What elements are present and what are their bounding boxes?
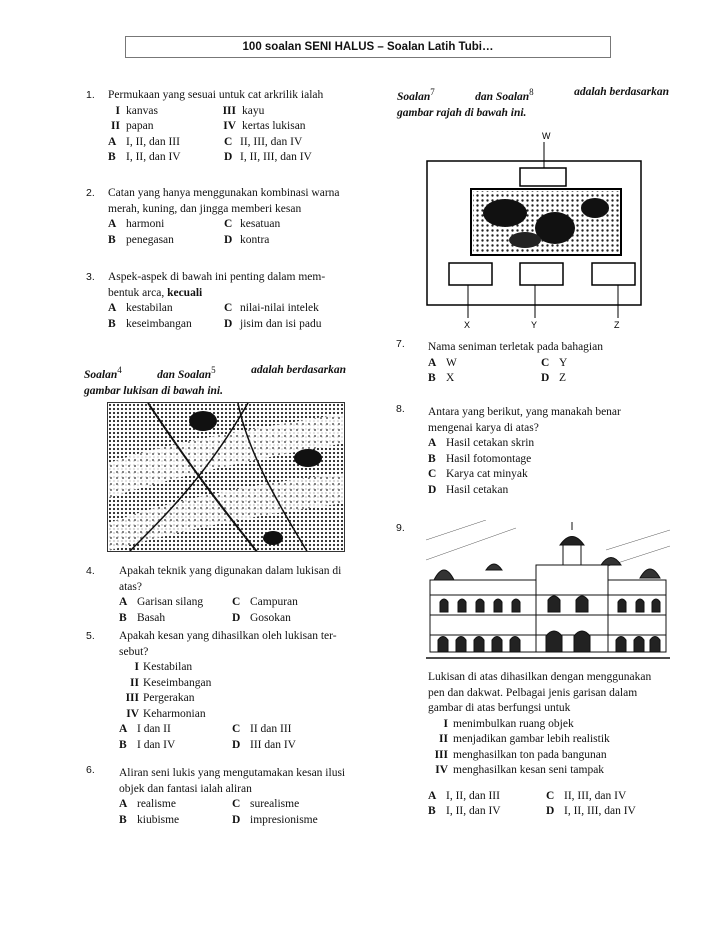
q4-number: 4.: [86, 565, 95, 577]
q6-options: A realisme C surealisme B kiubisme D impresionisme: [119, 798, 318, 826]
q2-number: 2.: [86, 187, 95, 199]
q3-stem-line2: bentuk arca,: [108, 286, 165, 299]
q5-options: A I dan II C II dan III B I dan IV D III dan IV: [119, 723, 296, 751]
q2-stem-line1: Catan yang hanya menggunakan kombinasi warna: [108, 187, 340, 199]
question-5: [119, 629, 337, 753]
building-sketch-image: [426, 520, 670, 662]
question-1: [108, 88, 323, 166]
q8-number: 8.: [396, 403, 405, 415]
q4-options: A Garisan silang C Campuran B Basah D Gosokan: [119, 596, 298, 624]
q2-stem-line2: merah, kuning, dan jingga memberi kesan: [108, 202, 302, 215]
q9-number: 9.: [396, 522, 405, 534]
q8-options: A Hasil cetakan skrin B Hasil fotomontage C Karya cat minyak D Hasil cetakan: [428, 437, 535, 496]
q9-stem-line1: Lukisan di atas dihasilkan dengan menggunakan: [428, 671, 652, 683]
q3-options: A kestabilan C nilai-nilai intelek B keseimbangan D jisim dan isi padu: [108, 302, 322, 330]
q4-stem-line1: Apakah teknik yang digunakan dalam lukisan di: [119, 565, 342, 577]
page-header: [125, 36, 611, 58]
q7-stem: Nama seniman terletak pada bahagian: [428, 341, 603, 353]
question-6: [119, 766, 345, 828]
q6-number: 6.: [86, 764, 95, 776]
q3-emphasis: kecuali: [167, 286, 203, 299]
q7-options: A W C Y B X D Z: [428, 356, 568, 384]
q1-stem: Permukaan yang sesuai untuk cat arkrilik ialah: [108, 89, 324, 101]
stipple-drawing-image: [107, 402, 345, 552]
q3-stem-line1: Aspek-aspek di bawah ini penting dalam mem-: [108, 271, 326, 283]
q2-options: A harmoni C kesatuan B penegasan D kontra: [108, 218, 281, 246]
q1-number: 1.: [86, 89, 95, 101]
q9-items: I menimbulkan ruang objek II menjadikan gambar lebih realistik III menghasilkan ton pada bangunan IV menghasilkan kesan seni tampak: [434, 717, 610, 776]
label-x: X: [464, 320, 471, 330]
question-4: [119, 564, 341, 626]
q9-stem-line2: pen dan dakwat. Pelbagai jenis garisan dalam: [428, 686, 638, 699]
question-3: [108, 270, 325, 332]
layout-diagram: [425, 128, 665, 333]
question-8: [428, 405, 621, 498]
label-z: Z: [614, 320, 620, 330]
q5-stem-line1: Apakah kesan yang dihasilkan oleh lukisan ter-: [119, 630, 337, 642]
question-2: [108, 186, 340, 248]
q9-options: A I, II, dan III C II, III, dan IV B I, II, dan IV D I, II, III, dan IV: [428, 789, 636, 817]
label-y: Y: [531, 320, 538, 330]
q5-number: 5.: [86, 630, 95, 642]
q8-stem-line1: Antara yang berikut, yang manakah benar: [428, 406, 621, 418]
question-9: [428, 670, 651, 820]
instruction-q7-q8: Soalan$^7$ dan Soalan$^8$ adalah berdasarkan gambar rajah di bawah ini.: [397, 86, 669, 119]
q6-stem-line2: objek dan fantasi ialah aliran: [119, 782, 252, 795]
q4-stem-line2: atas?: [119, 580, 142, 593]
label-w: W: [542, 131, 551, 141]
q6-stem-line1: Aliran seni lukis yang mengutamakan kesan ilusi: [119, 767, 346, 779]
q8-stem-line2: mengenai karya di atas?: [428, 421, 539, 434]
q1-items: I kanvas III kayu II papan IV kertas lukisan: [111, 104, 306, 132]
q7-number: 7.: [396, 338, 405, 350]
question-7: [428, 340, 603, 387]
instruction-q4-q5: Soalan$^4$ dan Soalan$^5$ adalah berdasarkan gambar lukisan di bawah ini.: [84, 364, 346, 397]
q5-stem-line2: sebut?: [119, 645, 149, 658]
q9-stem-line3: gambar di atas berfungsi untuk: [428, 702, 571, 714]
q1-options: A I, II, dan III C II, III, dan IV B I, II, dan IV D I, II, III, dan IV: [108, 135, 312, 163]
q5-items: I Kestabilan II Keseimbangan III Pergerakan IV Keharmonian: [125, 661, 212, 720]
q3-number: 3.: [86, 271, 95, 283]
page-title: 100 soalan SENI HALUS – Soalan Latih Tubi…: [242, 41, 494, 53]
